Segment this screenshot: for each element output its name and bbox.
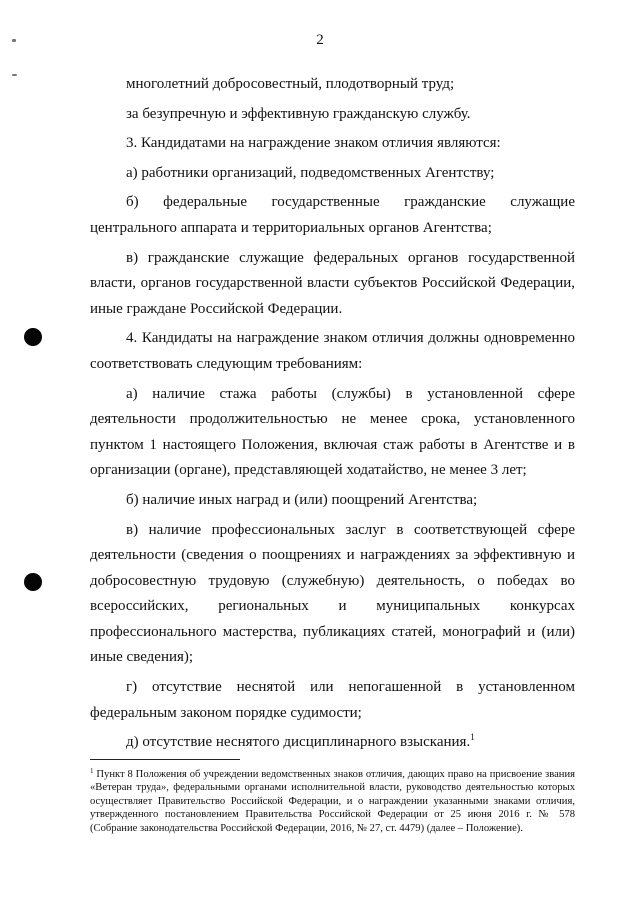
- paragraph-with-footnote-ref: [90, 730, 575, 756]
- paragraph: г) отсутствие неснятой или непогашенной в установленном федеральным законом порядке судимости;: [90, 679, 575, 721]
- punch-hole: [24, 573, 42, 591]
- footnote: [90, 768, 575, 835]
- paragraph: многолетний добросовестный, плодотворный труд;: [126, 76, 455, 92]
- paragraph: а) наличие стажа работы (службы) в установленной сфере деятельности продолжительностью не менее срока, установленного пунктом 1 настоящего Положения, включая стаж работы в Агентстве и в организации (органе), представляющей ходатайство, не менее 3 лет;: [90, 385, 575, 479]
- paragraph: а) работники организаций, подведомственных Агентству;: [126, 164, 495, 181]
- paragraph: б) федеральные государственные гражданские служащие центрального аппарата и территориальных органов Агентства;: [90, 194, 575, 236]
- footnote-separator: [90, 759, 240, 760]
- footnote-marker: 1: [90, 767, 94, 775]
- paragraph: 4. Кандидаты на награждение знаком отличия должны одновременно соответствовать следующим требованиям:: [90, 330, 575, 372]
- paragraph: в) наличие профессиональных заслуг в соответствующей сфере деятельности (сведения о поощрениях и награждениях за эффективную и добросовестную трудовую (служебную) деятельность, о победах во всероссийских, региональных и муниципальных конкурсах профессионального мастерства, публикациях статей, монографий и (или) иные сведения);: [90, 521, 575, 666]
- paragraph: в) гражданские служащие федеральных органов государственной власти, органов государственной власти субъектов Российской Федерации, иные граждане Российской Федерации.: [90, 249, 575, 317]
- scan-mark: [12, 74, 17, 76]
- paragraph: 3. Кандидатами на награждение знаком отличия являются:: [126, 135, 501, 152]
- paragraph-text: д) отсутствие неснятого дисциплинарного взыскания.: [126, 734, 471, 751]
- paragraph: б) наличие иных наград и (или) поощрений Агентства;: [126, 491, 478, 508]
- punch-hole: [24, 328, 42, 346]
- page-number: 2: [316, 32, 324, 48]
- document-body: [90, 72, 575, 756]
- paragraph: за безупречную и эффективную гражданскую службу.: [126, 105, 471, 122]
- footnote-text: Пункт 8 Положения об учреждении ведомственных знаков отличия, дающих право на присвоение звания «Ветеран труда», федеральными органами исполнительной власти, руководство деятельностью которых осуществляет Правительство Российской Федерации, и о награждении указанными знаками отличия, утвержденного постановлением Правительства Российской Федерации от 25 июня 2016 г. № 578 (Собрание законодательства Российской Федерации, 2016, № 27, ст. 4479) (далее – Положение).: [90, 769, 575, 834]
- footnote-reference[interactable]: 1: [470, 732, 475, 743]
